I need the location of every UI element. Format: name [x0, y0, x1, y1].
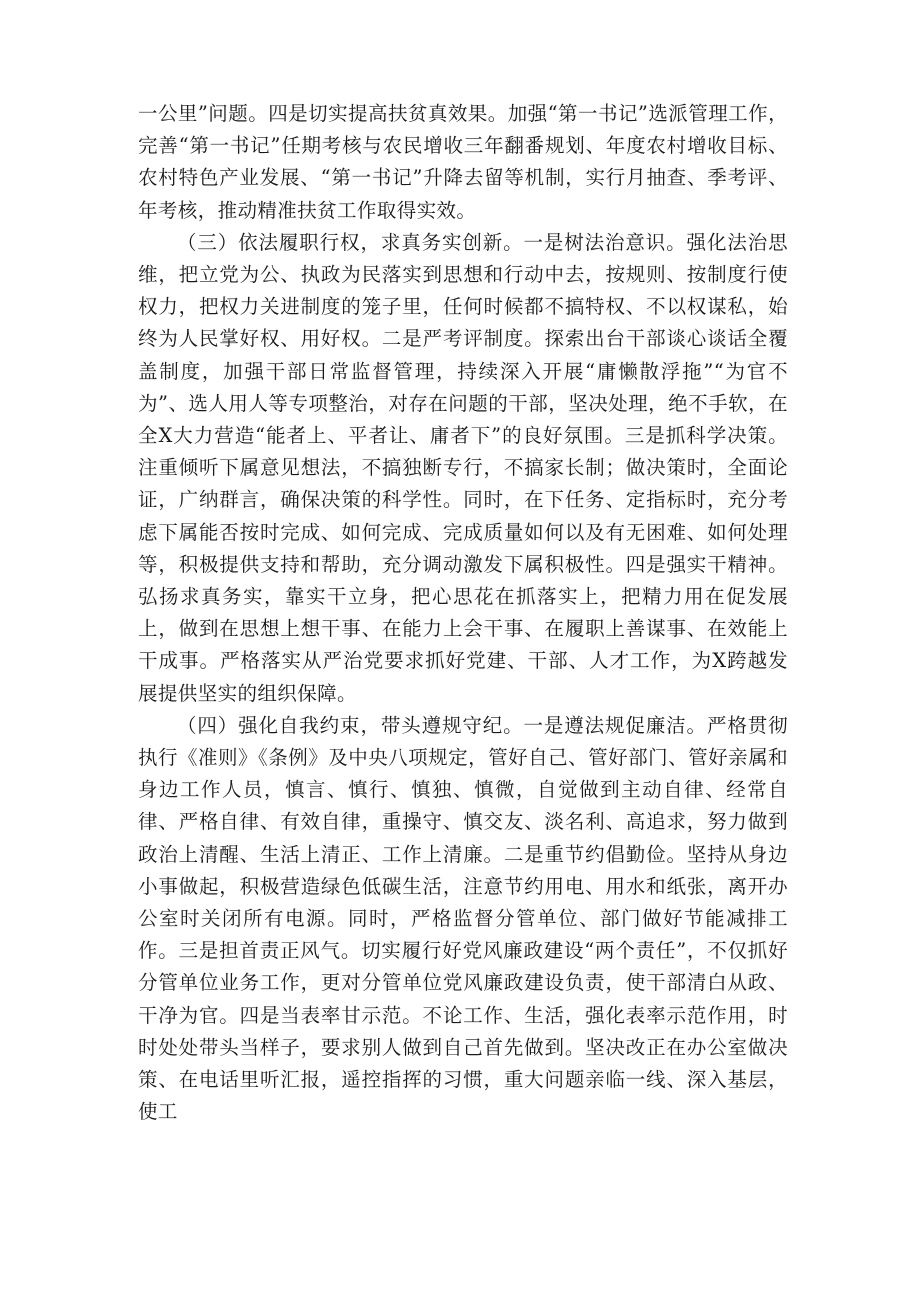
paragraph-section-four-self-discipline: （四）强化自我约束，带头遵规守纪。一是遵法规促廉洁。严格贯彻执行《准则》《条例》及中央八项规定，管好自己、管好部门、管好亲属和身边工作人员，慎言、慎行、慎独、慎微，自觉做到主动自律、经常自律、严格自律、有效自律，重操守、慎交友、淡名利、高追求，努力做到政治上清醒、生活上清正、工作上清廉。二是重节约倡勤俭。坚持从身边小事做起，积极营造绿色低碳生活，注意节约用电、用水和纸张，离开办公室时关闭所有电源。同时，严格监督分管单位、部门做好节能减排工作。三是担首责正风气。切实履行好党风廉政建设“两个责任”，不仅抓好分管单位业务工作，更对分管单位党风廉政建设负责，使干部清白从政、干净为官。四是当表率甘示范。不论工作、生活，强化表率示范作用，时时处处带头当样子，要求别人做到自己首先做到。坚决改正在办公室做决策、在电话里听汇报，遥控指挥的习惯，重大问题亲临一线、深入基层，使工	[138, 713, 788, 1124]
paragraph-section-three-rule-of-law: （三）依法履职行权，求真务实创新。一是树法治意识。强化法治思维，把立党为公、执政为民落实到思想和行动中去，按规则、按制度行使权力，把权力关进制度的笼子里，任何时候都不搞特权、不以权谋私，始终为人民掌好权、用好权。二是严考评制度。探索出台干部谈心谈话全覆盖制度，加强干部日常监督管理，持续深入开展“庸懒散浮拖”“为官不为”、选人用人等专项整治，对存在问题的干部，坚决处理，绝不手软，在全X大力营造“能者上、平者让、庸者下”的良好氛围。三是抓科学决策。注重倾听下属意见想法，不搞独断专行，不搞家长制；做决策时，全面论证，广纳群言，确保决策的科学性。同时，在下任务、定指标时，充分考虑下属能否按时完成、如何完成、完成质量如何以及有无困难、如何处理等，积极提供支持和帮助，充分调动激发下属积极性。四是强实干精神。弘扬求真务实，靠实干立身，把心思花在抓落实上，把精力用在促发展上，做到在思想上想干事、在能力上会干事、在履职上善谋事、在效能上干成事。严格落实从严治党要求抓好党建、干部、人才工作，为X跨越发展提供坚实的组织保障。	[138, 230, 788, 705]
paragraph-poverty-alleviation-continued: 一公里”问题。四是切实提高扶贫真效果。加强“第一书记”选派管理工作，完善“第一书记”任期考核与农民增收三年翻番规划、年度农村增收目标、农村特色产业发展、“第一书记”升降去留等机制，实行月抽查、季考评、年考核，推动精准扶贫工作取得实效。	[138, 102, 788, 222]
document-page	[138, 98, 788, 1129]
